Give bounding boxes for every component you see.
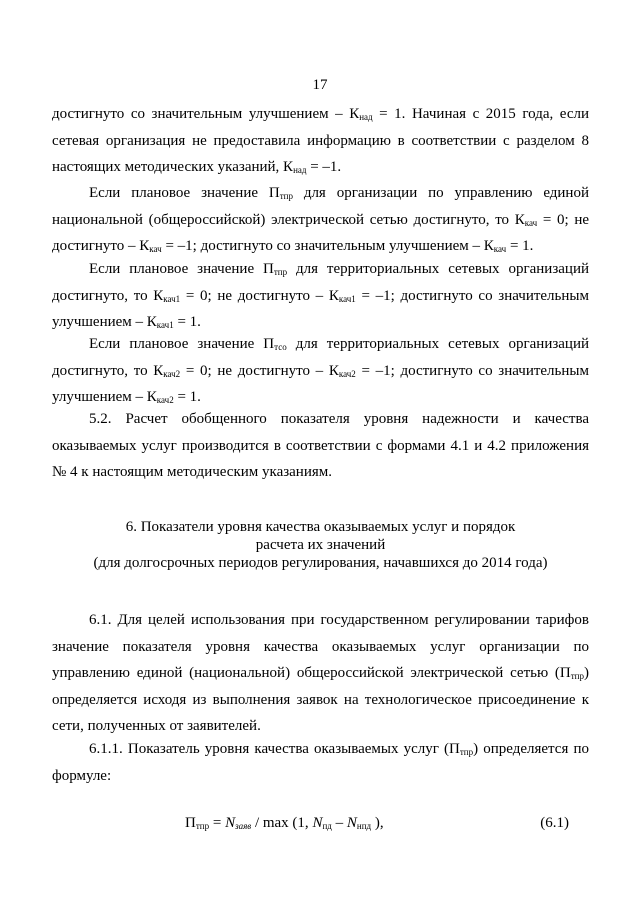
formula-6-1 [52,815,589,837]
heading-line-3: (для долгосрочных периодов регулирования, начавшихся до 2014 года) [93,555,548,571]
heading-line-2: расчета их значений [255,537,386,553]
paragraph-kkach1: Если плановое значение $П_{тпр}$ для территориальных сетевых организаций достигнуто, то $К_{кач1} = 0$; не достигнуто – $К_{кач1} = -1$; достигнуто со значительным улучшением – $К_{кач1} = 1$. [52,261,590,330]
paragraph-5-2: 5.2. Расчет обобщенного показателя уровня надежности и качества оказываемых услуг производится в соответствии с формами 4.1 и 4.2 приложения № 4 к настоящим методическим указаниям. [52,411,589,480]
formula-expression: $П_{тпр} = N_{заяв} / \max (1$, $N_{пд} - N_{нпд}$ ), [185,815,384,831]
paragraph-continuation: достигнуто со значительным улучшением – $К_{над} = 1$. Начиная с 2015 года, если сетевая организация не предоставила информацию в соответствии с разделом 8 настоящих методических указаний, $К_{над} = -1$. [52,106,589,175]
paragraph-kkach: Если плановое значение $П_{тпр}$ для организации по управлению единой национальной (общероссийской) электрической сетью достигнуто, то $К_{кач} = 0$; не достигнуто – $К_{кач} = -1$; достигнуто со значительным улучшением – $К_{кач} = 1$. [52,185,590,254]
heading-line-1: 6. Показатели уровня качества оказываемых услуг и порядок [125,519,516,535]
paragraph-kkach2: Если плановое значение $П_{тсо}$ для территориальных сетевых организаций достигнуто, то $К_{кач2} = 0$; не достигнуто – $К_{кач2} = -1$; достигнуто со значительным улучшением – $К_{кач2} = 1$. [52,336,590,405]
formula-number: (6.1) [540,815,569,831]
page-number: 17 [312,77,328,93]
paragraph-6-1: 6.1. Для целей использования при государственном регулировании тарифов значение показателя уровня качества оказываемых услуг организации по управлению единой (национальной) общероссийской электрической сетью $(П_{тпр})$ определяется исходя из выполнения заявок на технологическое присоединение к сети, полученных от заявителей. [52,612,589,734]
section-heading [52,518,589,572]
paragraph-6-1-1: 6.1.1. Показатель уровня качества оказываемых услуг $(П_{тпр})$ определяется по формуле: [52,741,589,784]
